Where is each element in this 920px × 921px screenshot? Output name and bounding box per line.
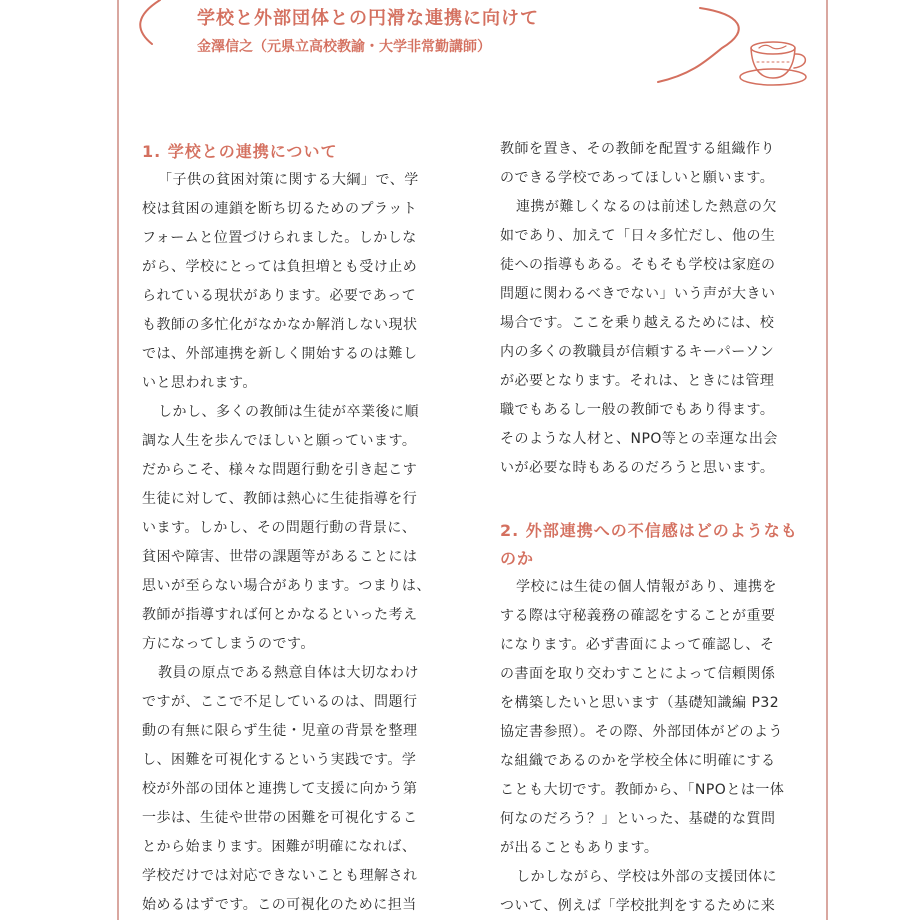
text-line: 如であり、加えて「日々多忙だし、他の生 xyxy=(500,228,776,244)
text-line: のできる学校であってほしいと願います。 xyxy=(500,170,775,186)
text-line: 職でもあるし一般の教師でもあり得ます。 xyxy=(500,402,775,418)
text-line: 徒への指導もある。そもそも学校は家庭の xyxy=(500,257,776,273)
left-arc-decoration xyxy=(140,0,160,44)
author-byline: 金澤信之（元県立高校教諭・大学非常勤講師） xyxy=(197,39,491,55)
text-line: だからこそ、様々な問題行動を引き起こす xyxy=(142,462,418,478)
right-swirl-arrow-decoration xyxy=(658,8,739,82)
page-frame-left-border xyxy=(117,0,119,920)
text-line: が出ることもあります。 xyxy=(500,840,659,856)
text-line: 学校には生徒の個人情報があり、連携を xyxy=(516,579,777,595)
text-line: 教師を置き、その教師を配置する組織作り xyxy=(500,141,775,157)
text-line: を構築したいと思います（基礎知識編 P32 xyxy=(500,695,780,711)
text-line: では、外部連携を新しく開始するのは難し xyxy=(142,346,418,362)
article-title: 学校と外部団体との円滑な連携に向けて xyxy=(197,8,539,29)
section-heading-2-line-2: のか xyxy=(500,549,535,568)
right-column-text-bottom xyxy=(500,573,820,921)
right-column-text-top xyxy=(500,135,820,483)
text-line: 教師が指導すれば何とかなるといった考え xyxy=(142,607,418,623)
text-line: しかしながら、学校は外部の支援団体に xyxy=(516,869,777,885)
section-heading-1: 1. 学校との連携について xyxy=(142,142,338,161)
text-line: 貧困や障害、世帯の課題等があることには xyxy=(142,549,418,565)
text-line: いが必要な時もあるのだろうと思います。 xyxy=(500,460,775,476)
left-column-text xyxy=(142,166,462,920)
text-line: 思いが至らない場合があります。つまりは、 xyxy=(142,578,431,594)
text-line: 「子供の貧困対策に関する大綱」で、学 xyxy=(158,172,419,188)
text-line: し、困難を可視化するという実践です。学 xyxy=(142,752,417,768)
text-line: ことも大切です。教師から、「NPOとは一体 xyxy=(500,782,785,798)
section-heading-2 xyxy=(500,517,820,573)
text-line: な組織であるのかを学校全体に明確にする xyxy=(500,753,776,769)
text-line: フォームと位置づけられました。しかしな xyxy=(142,230,417,246)
text-line: 学校だけでは対応できないことも理解され xyxy=(142,868,418,884)
text-line: 何なのだろう？」といった、基礎的な質問 xyxy=(500,811,776,827)
text-line: の書面を取り交わすことによって信頼関係 xyxy=(500,666,776,682)
section-heading-2-line-1: 2. 外部連携への不信感はどのようなも xyxy=(500,521,798,540)
text-line: います。しかし、その問題行動の背景に、 xyxy=(142,520,417,536)
text-line: とから始まります。困難が明確になれば、 xyxy=(142,839,417,855)
text-line: する際は守秘義務の確認をすることが重要 xyxy=(500,608,776,624)
text-line: 場合です。ここを乗り越えるためには、校 xyxy=(500,315,775,331)
text-line: 問題に関わるべきでない」いう声が大きい xyxy=(500,286,776,302)
text-line: 一歩は、生徒や世帯の困難を可視化するこ xyxy=(142,810,418,826)
text-line: 調な人生を歩んでほしいと願っています。 xyxy=(142,433,417,449)
section-spacer xyxy=(500,483,820,517)
right-column xyxy=(500,135,820,921)
text-line: ですが、ここで不足しているのは、問題行 xyxy=(142,694,418,710)
text-line: も教師の多忙化がなかなか解消しない現状 xyxy=(142,317,418,333)
page-frame-right-border xyxy=(826,0,828,920)
text-line: 方になってしまうのです。 xyxy=(142,636,315,652)
coffee-cup-icon xyxy=(740,42,806,85)
text-line: 内の多くの教職員が信頼するキーパーソン xyxy=(500,344,775,360)
text-line: 校が外部の団体と連携して支援に向かう第 xyxy=(142,781,418,797)
text-line: 生徒に対して、教師は熱心に生徒指導を行 xyxy=(142,491,418,507)
text-line: しかし、多くの教師は生徒が卒業後に順 xyxy=(158,404,419,420)
text-line: ついて、例えば「学校批判をするために来 xyxy=(500,898,776,914)
text-line: 始めるはずです。この可視化のために担当 xyxy=(142,897,417,913)
text-line: が必要となります。それは、ときには管理 xyxy=(500,373,775,389)
text-line: になります。必ず書面によって確認し、そ xyxy=(500,637,775,653)
text-line: がら、学校にとっては負担増とも受け止め xyxy=(142,259,418,275)
text-line: 校は貧困の連鎖を断ち切るためのプラット xyxy=(142,201,418,217)
text-line: 教員の原点である熱意自体は大切なわけ xyxy=(158,665,419,681)
text-line: られている現状があります。必要であって xyxy=(142,288,417,304)
text-line: 動の有無に限らず生徒・児童の背景を整理 xyxy=(142,723,418,739)
text-line: 連携が難しくなるのは前述した熱意の欠 xyxy=(516,199,777,215)
left-column xyxy=(142,138,462,920)
text-line: 協定書参照）。その際、外部団体がどのよう xyxy=(500,724,783,740)
text-line: そのような人材と、NPO等との幸運な出会 xyxy=(500,431,778,447)
text-line: いと思われます。 xyxy=(142,375,257,391)
